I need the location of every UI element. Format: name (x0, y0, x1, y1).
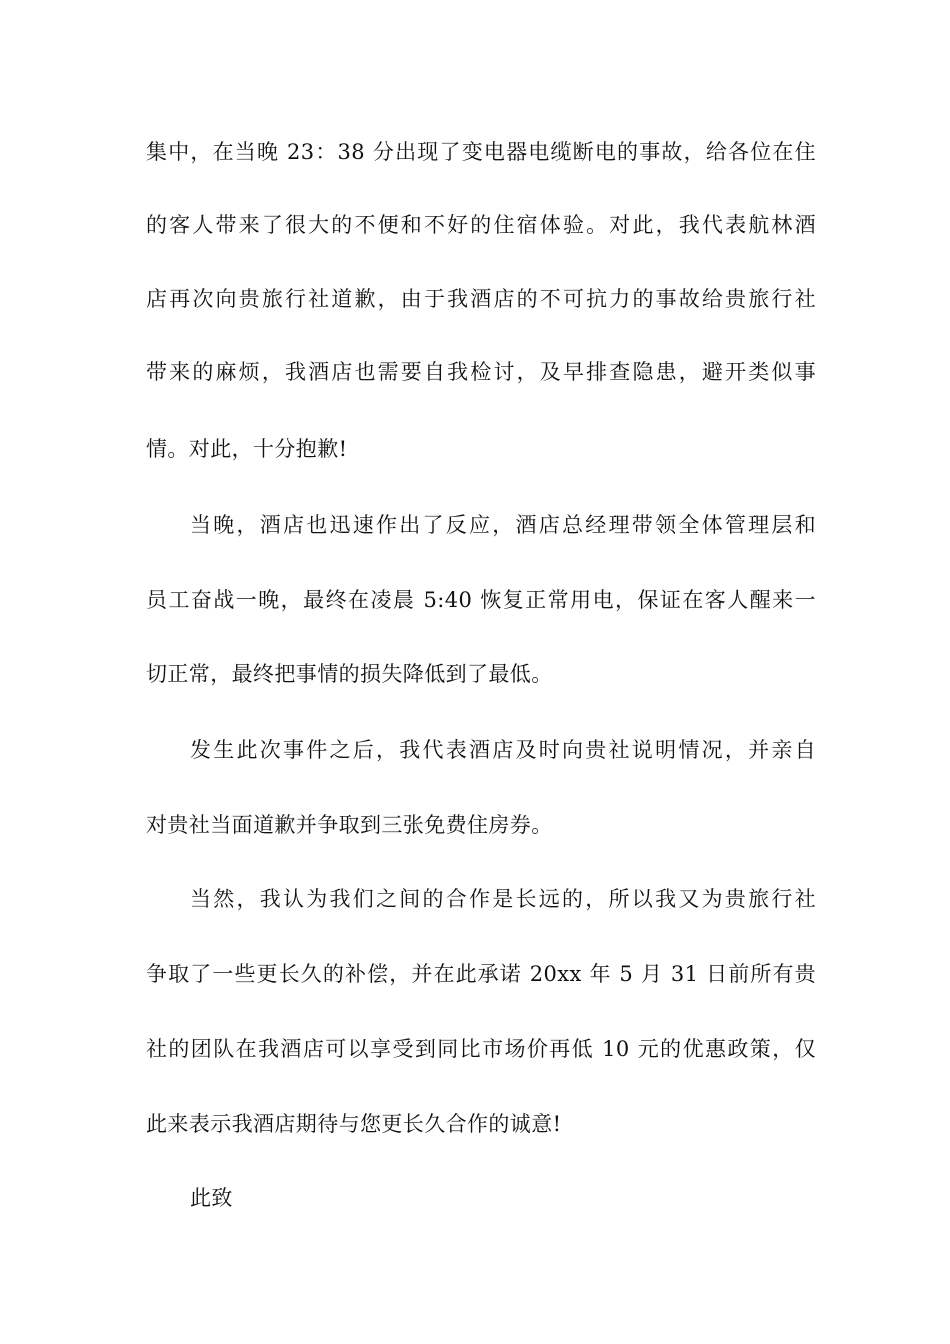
paragraph-line: 员工奋战一晚，最终在凌晨 5:40 恢复正常用电，保证在客人醒来一 (146, 588, 816, 612)
paragraph-line: 带来的麻烦，我酒店也需要自我检讨，及早排查隐患，避开类似事 (146, 360, 816, 384)
paragraph-line: 当晚，酒店也迅速作出了反应，酒店总经理带领全体管理层和 (190, 513, 816, 537)
paragraph-line: 店再次向贵旅行社道歉，由于我酒店的不可抗力的事故给贵旅行社 (146, 287, 816, 311)
paragraph-line: 对贵社当面道歉并争取到三张免费住房券。 (146, 813, 553, 837)
paragraph-line: 的客人带来了很大的不便和不好的住宿体验。对此，我代表航林酒 (146, 213, 816, 237)
paragraph-line: 此来表示我酒店期待与您更长久合作的诚意! (146, 1112, 562, 1136)
paragraph-line: 争取了一些更长久的补偿，并在此承诺 20xx 年 5 月 31 日前所有贵 (146, 962, 816, 986)
paragraph-line: 社的团队在我酒店可以享受到同比市场价再低 10 元的优惠政策，仅 (146, 1037, 816, 1061)
paragraph-line: 集中，在当晚 23：38 分出现了变电器电缆断电的事故，给各位在住 (146, 140, 816, 164)
paragraph-line: 情。对此，十分抱歉! (146, 437, 348, 461)
paragraph-line: 切正常，最终把事情的损失降低到了最低。 (146, 662, 553, 686)
paragraph-line: 发生此次事件之后，我代表酒店及时向贵社说明情况，并亲自 (190, 738, 816, 762)
paragraph-line: 当然，我认为我们之间的合作是长远的，所以我又为贵旅行社 (190, 887, 816, 911)
closing-salutation: 此致 (190, 1186, 233, 1210)
